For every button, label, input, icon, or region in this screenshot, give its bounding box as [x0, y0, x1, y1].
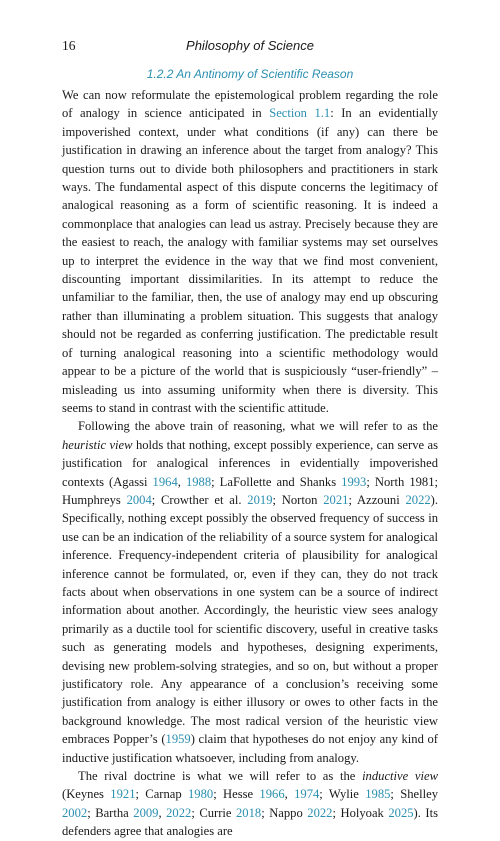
citation-link[interactable]: 2004: [126, 492, 152, 507]
text-span: ; Bartha: [87, 805, 134, 820]
paragraph-3: [62, 767, 438, 841]
text-span: ) claim that hypotheses do not enjoy any kind of inductive justification whatsoever, including from analogy.: [62, 732, 438, 765]
text-span: We can now reformulate the epistemological problem regarding the role of analogy in science anticipated in: [62, 88, 438, 121]
running-head: [62, 38, 438, 54]
citation-link[interactable]: 1974: [294, 787, 320, 802]
text-span: ; Crowther et al.: [151, 492, 248, 507]
citation-link[interactable]: 2021: [323, 492, 349, 507]
citation-link[interactable]: 1980: [188, 787, 214, 802]
citation-link[interactable]: 1993: [341, 474, 367, 489]
paragraph-1: [62, 86, 438, 417]
text-span: ; LaFollette and Shanks: [211, 474, 342, 489]
citation-link[interactable]: 2025: [388, 805, 414, 820]
body-text: [62, 86, 438, 841]
text-span: ,: [177, 474, 186, 489]
citation-link[interactable]: 2022: [166, 805, 192, 820]
text-span: The rival doctrine is what we will refer to as the: [78, 769, 363, 784]
text-span: ). Its defenders agree that analogies are: [62, 805, 438, 839]
term-inductive-view: inductive view: [362, 769, 438, 784]
text-span: ; Holyoak: [332, 805, 389, 820]
citation-link[interactable]: 2022: [307, 805, 333, 820]
citation-link[interactable]: 1921: [110, 787, 136, 802]
text-span: ; Wylie: [319, 787, 366, 802]
citation-link[interactable]: 2009: [133, 805, 159, 820]
text-span: ). Specifically, nothing except possibly the observed frequency of success in use can be an indication of the reliability of a source system for analogical inference. Frequency-independent criteria of plausibility for analogical inference cannot be formulated, or, even if they can, they do not track facts about when observations in one system can be a source of indirect information about another. Accordingly, the heuristic view sees analogy primarily as a ductile tool for scientific discovery, useful in creative tasks such as generating models and hypotheses, designing experiments, devising new problem-solving strategies, and so on, but without a proper justificatory role. Any appearance of a conclusion’s receiving some justification from analogy is either illusory or owes to other facts in the background knowledge. The most radical version of the heuristic view embraces Popper’s (: [62, 492, 439, 747]
citation-link[interactable]: 1966: [259, 787, 285, 802]
citation-link[interactable]: 1988: [185, 474, 212, 489]
text-span: ; Nappo: [261, 805, 308, 820]
text-span: ; Shelley: [390, 787, 439, 802]
text-span: ; North 1981; Humphreys: [62, 474, 439, 507]
text-span: ; Currie: [191, 805, 236, 820]
citation-link[interactable]: 1959: [165, 732, 191, 747]
term-heuristic-view: heuristic view: [62, 437, 133, 452]
section-link[interactable]: Section 1.1: [269, 106, 331, 121]
page-number: 16: [62, 38, 76, 53]
citation-link[interactable]: 2022: [405, 492, 431, 507]
citation-link[interactable]: 2002: [62, 805, 88, 820]
text-span: ; Azzouni: [348, 492, 406, 507]
citation-link[interactable]: 1964: [152, 474, 178, 489]
text-span: ; Norton: [272, 492, 324, 507]
paragraph-2: [62, 417, 438, 767]
text-span: ,: [284, 787, 295, 802]
text-span: : In an evidentially impoverished context, under what conditions (if any) can there be justification in drawing an inference about the target from analogy? This question turns out to divide both philosophers and practitioners in stark ways. The fundamental aspect of this dispute concerns the legitimacy of analogical reasoning as a form of scientific reasoning. It is indeed a commonplace that analogies can lead us astray. Precisely because they are the easiest to reach, the analogy with familiar systems may set ourselves up to interpret the evidence in the way that we find most convenient, discounting important dissimilarities. In its attempt to reduce the unfamiliar to the familiar, then, the use of analogy may end up obscuring rather than illuminating a problem situation. This suggests that analogy should not be regarded as conferring justification. The predictable result of turning analogical reasoning into a scientific methodology would appear to be a picture of the world that is suspiciously “user-friendly” – misleading us into assuming uniformity when there is diversity. This seems to stand in contrast with the scientific attitude.: [62, 106, 438, 415]
citation-link[interactable]: 2018: [236, 805, 262, 820]
section-heading: 1.2.2 An Antinomy of Scientific Reason: [146, 67, 354, 81]
text-span: ; Carnap: [135, 787, 188, 802]
book-title: Philosophy of Science: [186, 38, 314, 53]
text-span: Following the above train of reasoning, what we will refer to as the: [78, 419, 438, 434]
text-span: ; Hesse: [213, 787, 260, 802]
text-span: (Keynes: [62, 787, 111, 802]
text-span: holds that nothing, except possibly experience, can serve as justification for analogical inferences in evidentially impoverished contexts (Agassi: [62, 437, 438, 489]
citation-link[interactable]: 1985: [365, 787, 391, 802]
text-span: ,: [158, 805, 167, 820]
citation-link[interactable]: 2019: [247, 492, 273, 507]
